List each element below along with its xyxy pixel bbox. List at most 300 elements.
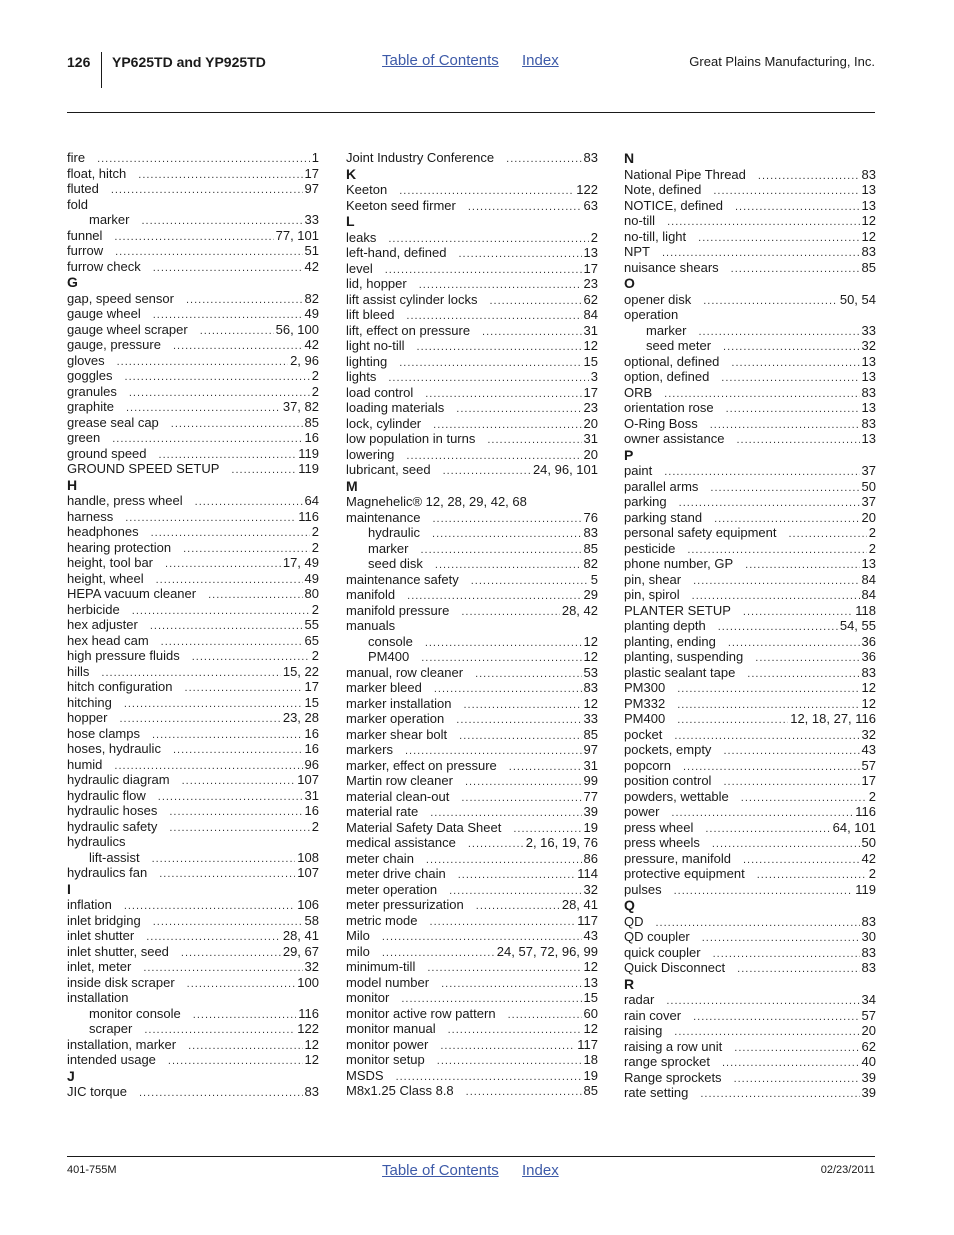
index-page-refs: 39 <box>583 804 598 819</box>
index-term: Milo <box>346 928 370 943</box>
index-entry <box>67 679 319 695</box>
index-entry <box>67 571 319 587</box>
index-page-refs: 13 <box>861 431 876 446</box>
index-page-refs: 31 <box>583 322 598 338</box>
dot-leader <box>743 605 853 621</box>
index-page-refs: 108 <box>297 849 319 865</box>
index-page-refs: 50 <box>861 835 876 850</box>
index-page-refs: 62 <box>583 291 598 307</box>
index-term: granules <box>67 383 117 399</box>
index-term: no-till <box>624 213 656 228</box>
dot-leader <box>471 574 589 590</box>
index-term: Martin row cleaner <box>346 773 453 788</box>
index-term: funnel <box>67 227 103 243</box>
index-term: lighting <box>346 353 388 369</box>
index-column-1 <box>67 150 319 1100</box>
index-entry <box>346 680 598 696</box>
index-letter-heading: J <box>67 1067 75 1084</box>
index-page-refs: 116 <box>298 1005 319 1021</box>
index-page-refs: 20 <box>583 446 598 462</box>
index-page-refs: 64 <box>304 493 319 508</box>
index-entry <box>67 959 319 975</box>
dot-leader <box>705 822 830 838</box>
index-term: marker <box>89 212 130 227</box>
index-term: gauge wheel <box>67 306 141 321</box>
index-entry <box>346 851 598 867</box>
index-entry <box>346 572 598 588</box>
footer-toc-link[interactable]: Table of Contents <box>382 1162 499 1179</box>
index-page-refs: 83 <box>861 664 876 680</box>
index-page-refs: 39 <box>861 1085 876 1100</box>
dot-leader <box>703 294 838 310</box>
index-subentry <box>346 541 598 557</box>
dot-leader <box>728 636 860 652</box>
index-entry <box>346 416 598 432</box>
index-page-refs: 12 <box>583 1021 598 1036</box>
index-term: PM300 <box>624 680 666 695</box>
index-letter-heading: L <box>346 213 355 229</box>
dot-leader <box>458 247 581 263</box>
index-letter-heading: K <box>346 165 357 182</box>
index-entry <box>346 804 598 820</box>
dot-leader <box>737 962 859 978</box>
dot-leader <box>388 371 588 387</box>
dot-leader <box>509 760 582 776</box>
index-page-refs: 83 <box>861 415 876 431</box>
index-term: material rate <box>346 804 419 819</box>
dot-leader <box>432 512 581 528</box>
dot-leader <box>693 574 859 590</box>
index-term: Keeton seed firmer <box>346 197 456 213</box>
index-term: pin, spirol <box>624 587 680 602</box>
index-term: pressure, manifold <box>624 850 731 866</box>
index-page-refs: 23 <box>583 400 598 415</box>
index-page-refs: 60 <box>583 1005 598 1021</box>
index-page-refs: 97 <box>583 742 598 757</box>
index-entry <box>67 399 319 415</box>
index-entry <box>67 1084 319 1100</box>
index-term: goggles <box>67 368 113 383</box>
dot-leader <box>476 899 560 915</box>
index-page-refs: 31 <box>583 757 598 773</box>
index-term: hydraulics <box>67 834 126 849</box>
dot-leader <box>124 899 295 915</box>
index-term: hearing protection <box>67 539 172 555</box>
dot-leader <box>150 619 303 635</box>
dot-leader <box>489 294 581 310</box>
index-term: monitor power <box>346 1036 429 1052</box>
index-entry <box>346 261 598 277</box>
dot-leader <box>758 169 860 185</box>
index-entry <box>67 493 319 509</box>
dot-leader <box>747 667 859 683</box>
index-term: position control <box>624 773 712 788</box>
dot-leader <box>713 947 860 963</box>
index-entry <box>346 990 598 1006</box>
index-term: raising <box>624 1023 663 1038</box>
dot-leader <box>667 215 859 231</box>
index-page-refs: 116 <box>855 804 876 819</box>
index-term: owner assistance <box>624 431 725 446</box>
index-page-refs: 119 <box>298 461 319 476</box>
index-entry <box>67 228 319 244</box>
dot-leader <box>456 713 581 729</box>
index-entry <box>67 586 319 602</box>
index-page-refs: 50 <box>861 478 876 494</box>
dot-leader <box>181 946 281 962</box>
dot-leader <box>182 774 296 790</box>
index-page-refs: 12 <box>861 695 876 711</box>
index-term: GROUND SPEED SETUP <box>67 461 220 476</box>
footer-index-link[interactable]: Index <box>522 1162 559 1179</box>
dot-leader <box>456 402 581 418</box>
index-entry <box>624 307 876 323</box>
index-page-refs: 2 <box>868 866 876 881</box>
dot-leader <box>475 667 581 683</box>
index-entry <box>624 244 876 260</box>
dot-leader <box>723 775 859 791</box>
dot-leader <box>437 1054 582 1070</box>
index-letter-heading: M <box>346 477 358 494</box>
dot-leader <box>208 588 302 604</box>
index-term: monitor console <box>89 1005 181 1021</box>
index-term: hopper <box>67 710 108 725</box>
dot-leader <box>161 635 303 651</box>
index-term: height, tool bar <box>67 555 154 570</box>
dot-leader <box>115 245 302 261</box>
dot-leader <box>731 356 859 372</box>
index-term: light no-till <box>346 338 405 353</box>
dot-leader <box>124 697 303 713</box>
index-term: lift bleed <box>346 307 395 322</box>
index-term: parking <box>624 494 667 509</box>
index-page-refs: 13 <box>861 353 876 369</box>
index-term: lift-assist <box>89 849 140 865</box>
index-entry <box>346 198 598 214</box>
index-letter-heading: Q <box>624 897 635 913</box>
index-page-refs: 13 <box>861 197 876 213</box>
index-term: option, defined <box>624 369 710 384</box>
header-divider <box>101 52 102 88</box>
dot-leader <box>159 867 295 883</box>
index-term: Joint Industry Conference <box>346 150 495 165</box>
dot-leader <box>165 557 281 573</box>
index-page-refs: 2, 96 <box>290 352 319 368</box>
index-term: installation, marker <box>67 1036 177 1052</box>
index-term: rain cover <box>624 1007 682 1023</box>
index-term: Note, defined <box>624 182 702 197</box>
dot-leader <box>200 324 274 340</box>
index-term: graphite <box>67 399 114 414</box>
index-entry <box>67 384 319 400</box>
index-entry <box>346 789 598 805</box>
index-page-refs: 20 <box>861 1023 876 1038</box>
index-page-refs: 56, 100 <box>275 321 319 337</box>
index-term: Quick Disconnect <box>624 960 726 975</box>
index-page-refs: 16 <box>304 803 319 818</box>
index-page-refs: 31 <box>304 787 319 803</box>
dot-leader <box>425 636 582 652</box>
index-page-refs: 83 <box>861 944 876 960</box>
index-page-refs: 37, 82 <box>282 399 319 414</box>
index-letter-heading: I <box>67 880 71 897</box>
index-page-refs: 80 <box>304 586 319 601</box>
index-term: ORB <box>624 384 653 400</box>
index-page-refs: 58 <box>304 912 319 928</box>
index-page-refs: 12 <box>861 680 876 695</box>
index-entry <box>346 354 598 370</box>
dot-leader <box>169 821 309 837</box>
header-toc-link[interactable]: Table of Contents <box>382 52 499 69</box>
index-page-refs: 2 <box>311 601 319 617</box>
index-term: furrow check <box>67 258 141 274</box>
index-page-refs: 76 <box>583 509 598 525</box>
index-page-refs: 12 <box>583 338 598 353</box>
index-entry <box>67 166 319 182</box>
index-entry <box>624 711 876 727</box>
index-entry <box>67 710 319 726</box>
index-term: orientation rose <box>624 400 714 415</box>
dot-leader <box>698 325 859 341</box>
index-term: hydraulic <box>368 525 421 540</box>
index-entry <box>346 1021 598 1037</box>
index-term: monitor setup <box>346 1052 425 1067</box>
dot-leader <box>743 853 860 869</box>
index-page-refs: 13 <box>583 974 598 990</box>
index-page-refs: 12 <box>304 1036 319 1052</box>
index-term: marker installation <box>346 695 452 711</box>
index-term: loading materials <box>346 400 445 415</box>
index-subentry <box>624 338 876 354</box>
index-term: press wheel <box>624 819 694 835</box>
index-page-refs: 42 <box>861 850 876 866</box>
dot-leader <box>734 1041 859 1057</box>
index-entry <box>346 400 598 416</box>
index-term: seed disk <box>368 556 423 571</box>
dot-leader <box>698 231 859 247</box>
dot-leader <box>458 868 576 884</box>
index-page-refs: 12 <box>583 959 598 974</box>
index-term: pesticide <box>624 540 676 556</box>
index-page-refs: 2, 16, 19, 76 <box>525 835 598 850</box>
index-term: lock, cylinder <box>346 415 422 431</box>
index-page-refs: 2 <box>868 525 876 540</box>
index-term: pockets, empty <box>624 742 712 757</box>
index-page-refs: 83 <box>583 150 598 165</box>
index-entry <box>624 649 876 665</box>
index-term: QD <box>624 913 644 929</box>
dot-leader <box>448 1023 582 1039</box>
index-page-refs: 13 <box>861 556 876 571</box>
index-page-refs: 16 <box>304 725 319 741</box>
index-page-refs: 77 <box>583 788 598 804</box>
index-entry <box>624 882 876 898</box>
index-term: harness <box>67 508 114 524</box>
index-page-refs: 57 <box>861 1007 876 1023</box>
index-term: marker shear bolt <box>346 726 448 742</box>
dot-leader <box>466 1085 582 1101</box>
index-page-refs: 83 <box>861 913 876 929</box>
index-page-refs: 34 <box>861 992 876 1007</box>
dot-leader <box>434 682 582 698</box>
index-entry <box>67 664 319 680</box>
index-page-refs: 97 <box>304 181 319 196</box>
index-entry <box>67 990 319 1006</box>
header-index-link[interactable]: Index <box>522 52 559 69</box>
index-entry <box>624 727 876 743</box>
index-entry <box>67 803 319 819</box>
index-page-refs: 43 <box>861 742 876 757</box>
index-page-refs: 116 <box>298 508 319 524</box>
index-entry <box>624 431 876 447</box>
index-entry <box>624 572 876 588</box>
dot-leader <box>736 433 859 449</box>
index-entry <box>67 617 319 633</box>
index-page-refs: 24, 96, 101 <box>532 462 598 477</box>
index-term: hydraulic safety <box>67 818 158 834</box>
index-page-refs: 3 <box>590 369 598 384</box>
dot-leader <box>153 261 303 277</box>
index-term: metric mode <box>346 912 418 928</box>
index-entry <box>624 198 876 214</box>
index-entry <box>624 866 876 882</box>
index-entry <box>346 510 598 526</box>
index-term: leaks <box>346 229 377 245</box>
dot-leader <box>417 340 582 356</box>
index-subentry <box>67 212 319 228</box>
index-entry <box>67 259 319 275</box>
index-entry <box>346 1052 598 1068</box>
index-subentry <box>67 1006 319 1022</box>
index-entry <box>624 929 876 945</box>
index-page-refs: 17 <box>583 260 598 276</box>
index-entry <box>624 680 876 696</box>
index-entry <box>67 834 319 850</box>
index-entry <box>67 928 319 944</box>
index-page-refs: 42 <box>304 258 319 274</box>
index-entry <box>624 773 876 789</box>
index-entry <box>346 665 598 681</box>
index-entry <box>346 820 598 836</box>
index-entry <box>624 587 876 603</box>
index-page-refs: 83 <box>583 525 598 540</box>
index-entry <box>67 741 319 757</box>
index-page-refs: 12 <box>583 695 598 711</box>
index-entry <box>67 944 319 960</box>
index-term: meter drive chain <box>346 866 446 881</box>
index-term: maintenance safety <box>346 571 459 587</box>
index-page-refs: 13 <box>861 400 876 415</box>
index-entry <box>346 913 598 929</box>
index-page-refs: 36 <box>861 649 876 664</box>
index-page-refs: 106 <box>297 897 319 912</box>
index-term: high pressure fluids <box>67 648 180 663</box>
index-entry <box>624 696 876 712</box>
index-letter-heading: N <box>624 150 635 166</box>
index-page-refs: 83 <box>304 1084 319 1099</box>
index-entry <box>624 556 876 572</box>
index-entry <box>346 1068 598 1084</box>
index-term: parallel arms <box>624 478 699 494</box>
index-entry <box>346 696 598 712</box>
index-term: popcorn <box>624 757 671 773</box>
index-entry <box>67 430 319 446</box>
index-page-refs: 28, 42 <box>561 602 598 618</box>
index-term: ground speed <box>67 445 147 461</box>
dot-leader <box>385 263 582 279</box>
index-entry <box>346 1006 598 1022</box>
index-entry <box>346 866 598 882</box>
index-page-refs: 15 <box>304 694 319 710</box>
index-term: O-Ring Boss <box>624 415 698 431</box>
index-page-refs: 16 <box>304 741 319 756</box>
index-term: no-till, light <box>624 228 687 244</box>
dot-leader <box>171 417 303 433</box>
index-term: PM400 <box>368 649 410 664</box>
index-entry <box>67 819 319 835</box>
dot-leader <box>731 262 860 278</box>
index-term: optional, defined <box>624 353 720 369</box>
dot-leader <box>125 511 296 527</box>
index-letter-heading: R <box>624 975 635 992</box>
index-page-refs: 83 <box>861 384 876 400</box>
index-page-refs: 2 <box>311 818 319 834</box>
index-entry <box>67 368 319 384</box>
index-page-refs: 12 <box>861 213 876 228</box>
dot-leader <box>441 977 581 993</box>
index-entry <box>346 711 598 727</box>
index-term: JIC torque <box>67 1084 127 1099</box>
dot-leader <box>735 200 860 216</box>
doc-number: 401-755M <box>67 1164 117 1176</box>
dot-leader <box>151 526 310 542</box>
index-page-refs: 37 <box>861 494 876 509</box>
index-term: humid <box>67 756 103 772</box>
index-term: NPT <box>624 244 650 259</box>
index-term: quick coupler <box>624 944 701 960</box>
index-term: gloves <box>67 352 105 368</box>
dot-leader <box>700 1087 859 1103</box>
index-term: Keeton <box>346 182 388 197</box>
index-entry <box>346 462 598 478</box>
dot-leader <box>718 620 838 636</box>
index-entry <box>67 243 319 259</box>
index-page-refs: 2 <box>311 383 319 399</box>
dot-leader <box>506 152 581 168</box>
dot-leader <box>153 915 303 931</box>
index-page-refs: 118 <box>855 602 876 618</box>
index-term: monitor manual <box>346 1021 436 1036</box>
index-term: gap, speed sensor <box>67 290 174 306</box>
index-term: inlet bridging <box>67 912 141 928</box>
index-term: low population in turns <box>346 431 476 446</box>
index-entry <box>67 897 319 913</box>
dot-leader <box>671 806 853 822</box>
index-page-refs: 13 <box>861 182 876 197</box>
index-term: hose clamps <box>67 725 140 741</box>
dot-leader <box>173 339 303 355</box>
index-term: gauge, pressure <box>67 337 161 352</box>
index-page-refs: 49 <box>304 570 319 586</box>
index-page-refs: 84 <box>861 571 876 587</box>
dot-leader <box>677 682 859 698</box>
index-letter-heading: H <box>67 476 78 493</box>
index-page-refs: 33 <box>583 711 598 726</box>
index-term: parking stand <box>624 509 703 525</box>
index-term: float, hitch <box>67 165 127 181</box>
index-page-refs: 20 <box>861 509 876 525</box>
index-term: inlet shutter <box>67 928 135 943</box>
